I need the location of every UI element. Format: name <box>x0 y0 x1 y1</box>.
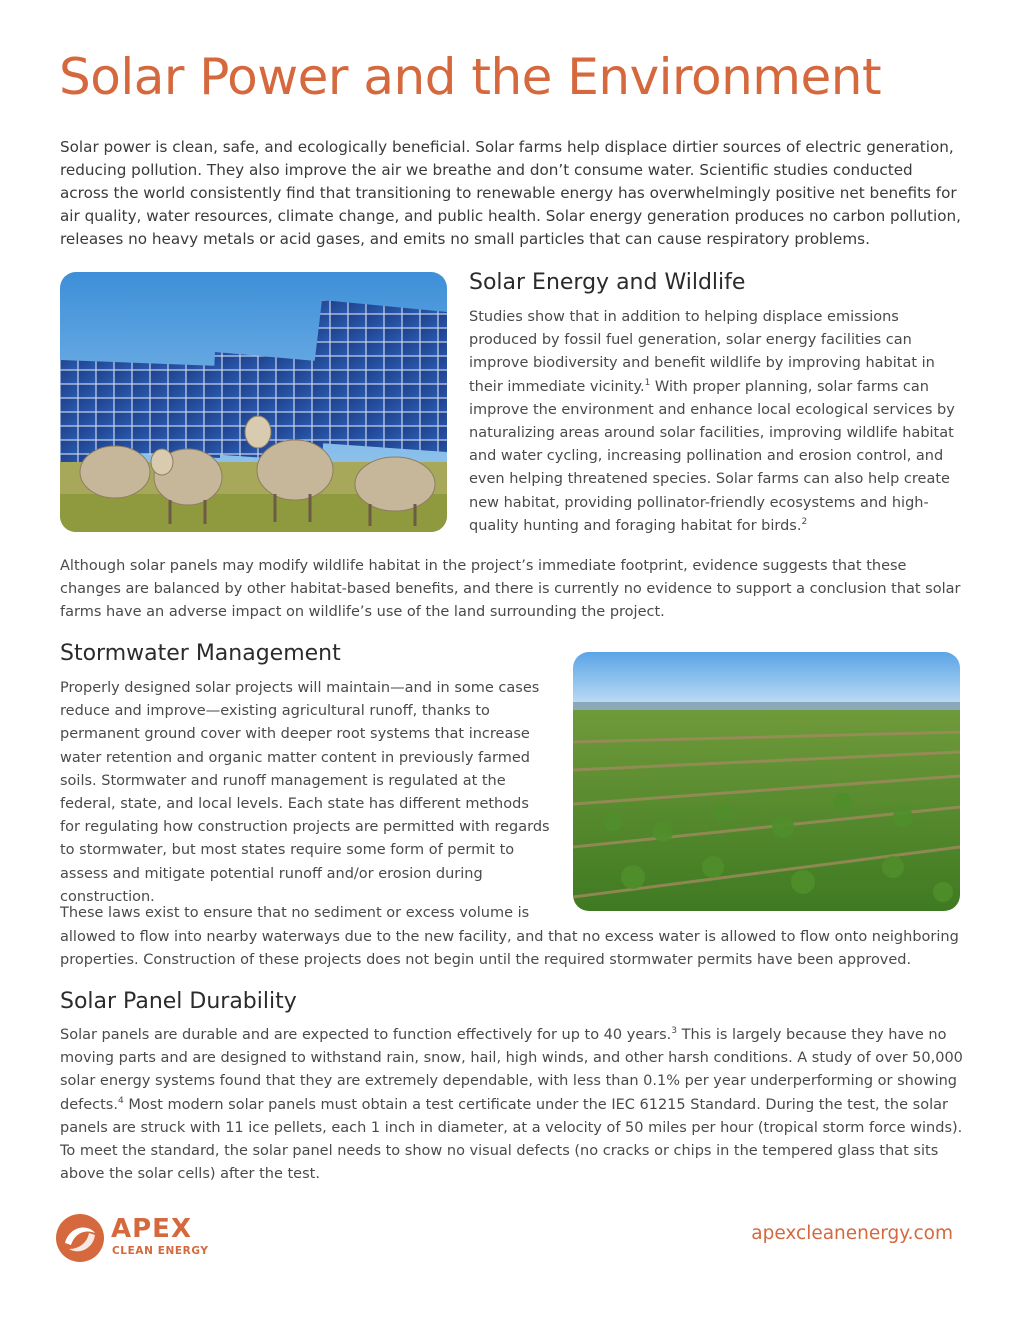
solar-sheep-illustration <box>60 272 447 532</box>
crop-field-photo <box>573 652 960 911</box>
stormwater-paragraph-2-rest: allowed to flow into nearby waterways due to the new facility, and that no excess water is allowed to flow onto neighboring properties. Construction of these projects does not begin until the required stormwater permits have been approved. <box>60 929 959 969</box>
footnote-marker: 2 <box>801 517 808 527</box>
wildlife-heading: Solar Energy and Wildlife <box>469 270 746 295</box>
durability-heading: Solar Panel Durability <box>60 989 297 1014</box>
footnote-marker: 1 <box>644 377 651 388</box>
footnote-marker: 3 <box>671 1026 677 1037</box>
logo-wordmark: APEX <box>111 1214 192 1244</box>
crop-field-illustration <box>573 652 960 911</box>
apex-swirl-icon <box>55 1213 105 1263</box>
stormwater-paragraph: Properly designed solar projects will maintain—and in some cases reduce and improve—existing agricultural runoff, thanks to permanent ground cover with deeper root systems that increase water retention and organic matter content in previously farmed soils. Stormwater and runoff management is regulated at the federal, state, and local levels. Each state has different methods for regulating how construction projects are permitted with regards to stormwater, but most states require some form of permit to assess and mitigate potential runoff and/or erosion during construction. <box>60 680 550 905</box>
stormwater-heading: Stormwater Management <box>60 641 341 666</box>
page-title: Solar Power and the Environment <box>59 48 882 106</box>
solar-sheep-photo <box>60 272 447 532</box>
intro-paragraph: Solar power is clean, safe, and ecologically beneficial. Solar farms help displace dirtier sources of electric generation, reducing pollution. They also improve the air we breathe and don’t consume water. Scientific studies conducted across the world consistently find that transitioning to renewable energy has overwhelmingly positive net benefits for air quality, water resources, climate change, and public health. Solar energy generation produces no carbon pollution, releases no heavy metals or acid gases, and emits no small particles that can cause respiratory problems. <box>60 138 961 248</box>
apex-logo <box>55 1213 255 1263</box>
stormwater-paragraph-2-line1: These laws exist to ensure that no sediment or excess volume is <box>60 905 530 921</box>
footnote-marker: 4 <box>117 1095 124 1106</box>
website-link[interactable]: apexcleanenergy.com <box>751 1223 953 1244</box>
wildlife-paragraph-2: Although solar panels may modify wildlife habitat in the project’s immediate footprint, evidence suggests that these changes are balanced by other habitat-based benefits, and there is currently no evidence to support a conclusion that solar farms have an adverse impact on wildlife’s use of the land surrounding the project. <box>60 558 961 621</box>
wildlife-paragraph: Studies show that in addition to helping displace emissions produced by fossil fuel generation, solar energy facilities can improve biodiversity and benefit wildlife by improving habitat in their immediate vicinity.$^1$ With proper planning, solar farms can improve the environment and enhance local ecological services by naturalizing areas around solar facilities, improving wildlife habitat and water cycling, increasing pollination and erosion control, and even helping threatened species. Solar farms can also help create new habitat, providing pollinator-friendly ecosystems and high-quality hunting and foraging habitat for birds.$^2$ <box>469 309 955 534</box>
logo-tagline: CLEAN ENERGY <box>112 1245 209 1257</box>
durability-paragraph: Solar panels are durable and are expected to function effectively for up to 40 years.$^3$ This is largely because they have no moving parts and are designed to withstand rain, snow, hail, high winds, and other harsh conditions. A study of over 50,000 solar energy systems found that they are extremely dependable, with less than 0.1% per year underperforming or showing defects.$^4$ Most modern solar panels must obtain a test certificate under the IEC 61215 Standard. During the test, the solar panels are struck with 11 ice pellets, each 1 inch in diameter, at a velocity of 50 miles per hour (tropical storm force winds). To meet the standard, the solar panel needs to show no visual defects (no cracks or chips in the tempered glass that sits above the solar cells) after the test. <box>60 1026 963 1183</box>
